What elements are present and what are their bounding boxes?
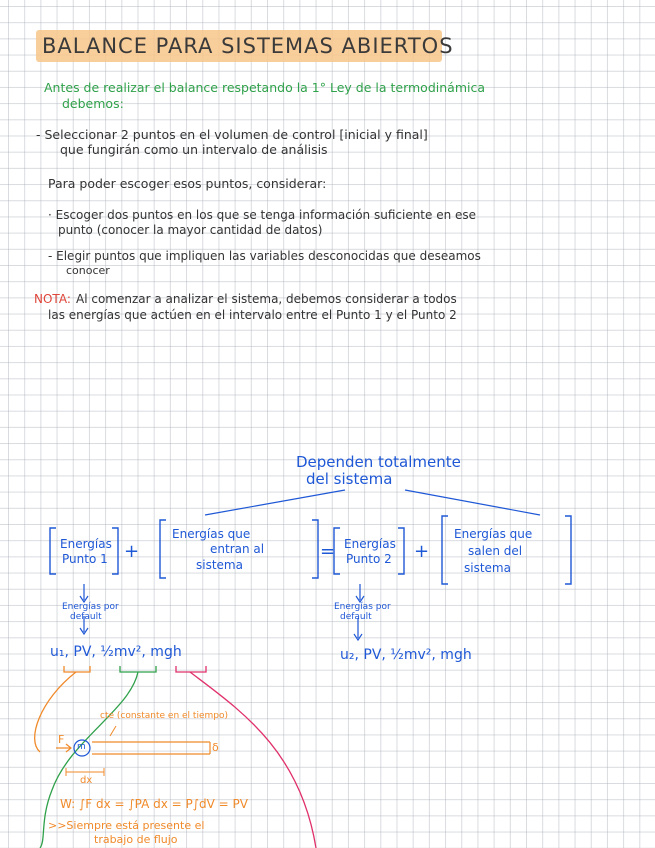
- work-formula: W: ∫F dx = ∫PA dx = P∫dV = PV: [60, 797, 248, 811]
- bullet1-line-1: · Escoger dos puntos en los que se tenga información suficiente en ese: [48, 208, 477, 222]
- intro-line-1: Antes de realizar el balance respetando la 1° Ley de la termodinámica: [44, 80, 485, 95]
- footer-line-1: >>Siempre está presente el: [48, 819, 205, 832]
- default-left-line-2: default: [70, 612, 102, 622]
- bullet1-line-2: punto (conocer la mayor cantidad de datos): [58, 223, 323, 237]
- step1-line-2: que fungirán como un intervalo de análisis: [60, 142, 328, 157]
- bullet2-line-2: conocer: [66, 264, 110, 277]
- box1-line-2: Punto 1: [62, 552, 108, 566]
- box3-line-2: Punto 2: [346, 552, 392, 566]
- note-label: NOTA:: [34, 292, 71, 306]
- default-left-line-1: Energías por: [62, 602, 119, 612]
- page-title: BALANCE PARA SISTEMAS ABIERTOS: [42, 34, 454, 58]
- force-label: F: [58, 733, 65, 746]
- mass-label: m: [77, 742, 86, 752]
- bullet2-line-1: - Elegir puntos que impliquen las variables desconocidas que deseamos: [48, 249, 481, 263]
- plus-1: +: [124, 541, 140, 562]
- note-line-2: las energías que actúen en el intervalo entre el Punto 1 y el Punto 2: [48, 308, 457, 322]
- plus-2: +: [414, 541, 430, 562]
- box4-line-2: salen del: [468, 544, 523, 558]
- note-line-1: Al comenzar a analizar el sistema, debemos considerar a todos: [76, 292, 457, 306]
- step1-line-1: - Seleccionar 2 puntos en el volumen de control [inicial y final]: [36, 127, 428, 142]
- s-label: δ: [212, 741, 219, 754]
- footer-line-2: trabajo de flujo: [94, 833, 178, 846]
- box4-line-1: Energías que: [454, 527, 533, 541]
- box3-line-1: Energías: [344, 537, 396, 551]
- default-right-line-2: default: [340, 612, 372, 622]
- equals-sign: =: [320, 541, 336, 562]
- sketch-note: cte (constante en el tiempo): [100, 711, 228, 721]
- depend-line-2: del sistema: [306, 470, 393, 488]
- box2-line-3: sistema: [196, 558, 243, 572]
- box2-line-1: Energías que: [172, 527, 251, 541]
- consider-heading: Para poder escoger esos puntos, considerar:: [48, 176, 327, 191]
- depend-line-1: Dependen totalmente: [296, 453, 461, 471]
- dx-label: dx: [80, 775, 93, 786]
- formula-right: u₂, PV, ½mv², mgh: [340, 647, 472, 663]
- intro-line-2: debemos:: [62, 96, 124, 111]
- box4-line-3: sistema: [464, 561, 511, 575]
- box2-line-2: entran al: [210, 542, 265, 556]
- formula-left: u₁, PV, ½mv², mgh: [50, 644, 182, 660]
- box1-line-1: Energías: [60, 537, 112, 551]
- default-right-line-1: Energías por: [334, 602, 391, 612]
